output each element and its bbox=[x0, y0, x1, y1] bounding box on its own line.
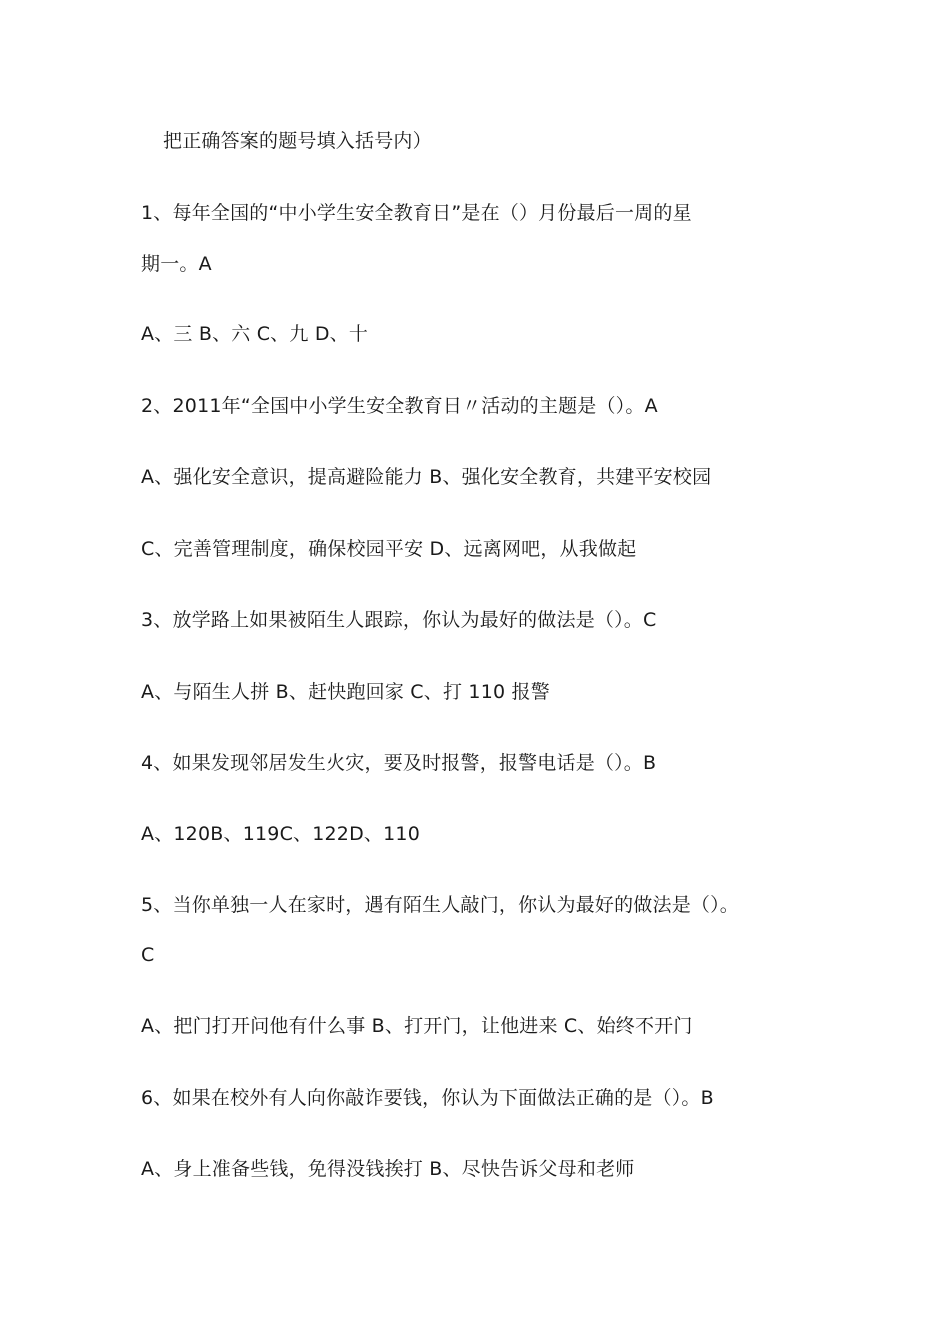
question-6-text: 6、如果在校外有人向你敲诈要钱，你认为下面做法正确的是（）。B bbox=[141, 1087, 714, 1109]
question-2-options-ab: A、强化安全意识，提高避险能力 B、强化安全教育，共建平安校园 bbox=[141, 466, 712, 488]
question-3-options: A、与陌生人拼 B、赶快跑回家 C、打 110 报警 bbox=[141, 681, 550, 703]
instruction-line: 把正确答案的题号填入括号内） bbox=[163, 130, 432, 152]
question-3-text: 3、放学路上如果被陌生人跟踪，你认为最好的做法是（）。C bbox=[141, 609, 657, 631]
question-5-line-2: C bbox=[141, 944, 155, 966]
question-4-options: A、120B、119C、122D、110 bbox=[141, 823, 420, 845]
question-2-options-cd: C、完善管理制度，确保校园平安 D、远离网吧，从我做起 bbox=[141, 538, 637, 560]
question-4-text: 4、如果发现邻居发生火灾，要及时报警，报警电话是（）。B bbox=[141, 752, 657, 774]
question-1-line-2: 期一。A bbox=[141, 253, 212, 275]
question-5-line-1: 5、当你单独一人在家时，遇有陌生人敲门，你认为最好的做法是（）。 bbox=[141, 894, 739, 916]
question-2-text: 2、2011年“全国中小学生安全教育日〃活动的主题是（）。A bbox=[141, 395, 658, 417]
question-1-options: A、三 B、六 C、九 D、十 bbox=[141, 323, 369, 345]
question-5-options: A、把门打开问他有什么事 B、打开门，让他进来 C、始终不开门 bbox=[141, 1015, 693, 1037]
question-6-options: A、身上准备些钱，免得没钱挨打 B、尽快告诉父母和老师 bbox=[141, 1158, 635, 1180]
question-1-line-1: 1、每年全国的“中小学生安全教育日”是在（）月份最后一周的星 bbox=[141, 202, 692, 224]
